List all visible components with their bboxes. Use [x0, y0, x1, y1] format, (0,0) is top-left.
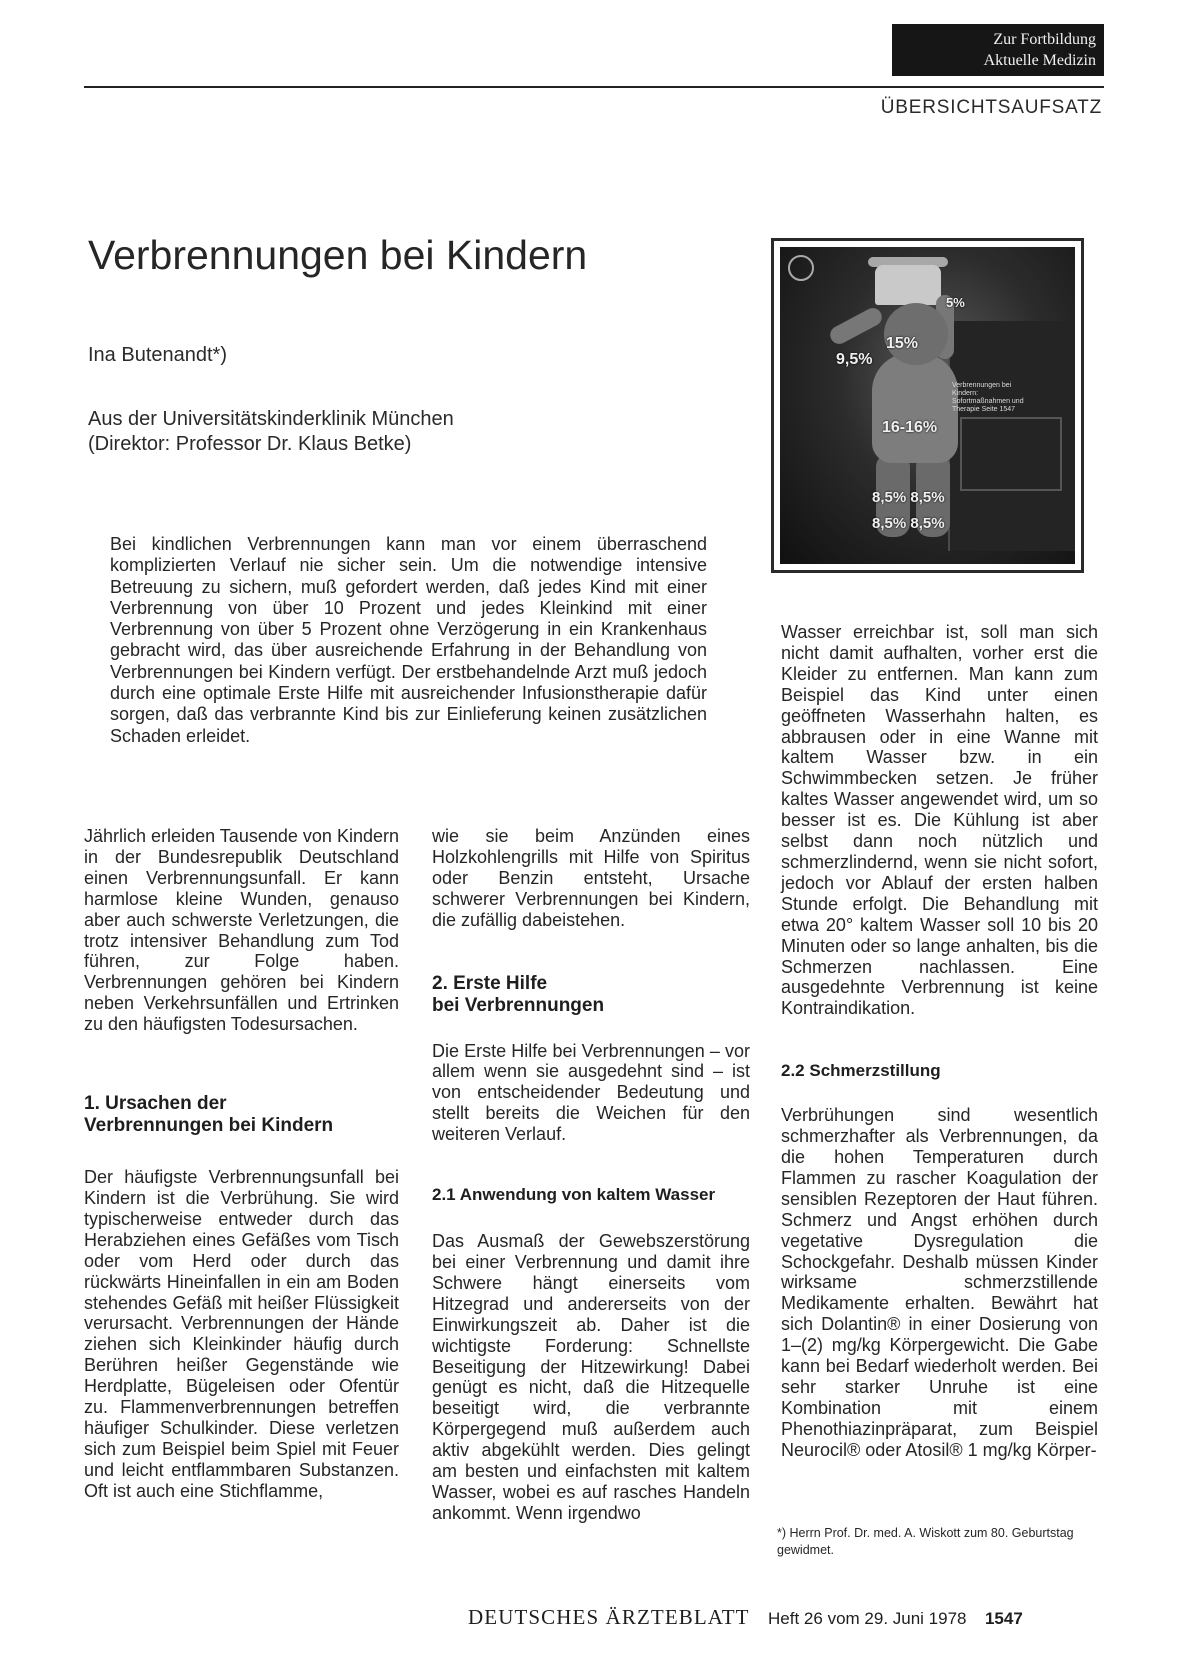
affiliation-line-2: (Direktor: Professor Dr. Klaus Betke): [88, 433, 412, 455]
cover-photo-image: [780, 247, 1075, 564]
article-abstract: Bei kindlichen Verbrennungen kann man vor einem überraschend komplizierten Verlauf nie sicher sein. Um die notwendige intensive Betreuung zu sichern, muß gefordert werden, daß jedes Kind mit einer Verbrennung von über 10 Prozent und jedes Kleinkind mit einer Verbrennung von über 5 Prozent ohne Verzögerung in ein Krankenhaus gebracht wird, das über ausreichende Erfahrung in der Behandlung von Verbrennungen bei Kindern verfügt. Der erstbehandelnde Arzt muß jedoch durch eine optimale Erste Hilfe mit ausreichender Infusionstherapie dafür sorgen, daß das verbrannte Kind bis zur Einlieferung keinen zusätzlichen Schaden erleidet.: [110, 534, 707, 746]
body-paragraph: Das Ausmaß der Gewebszerstörung bei einer Verbrennung und damit ihre Schwere hängt einerseits vom Hitzegrad und andererseits von der Einwirkungszeit ab. Daher ist die wichtigste Forderung: Schnellste Beseitigung der Hitzewirkung! Dabei genügt es nicht, daß die Hitzequelle beseitigt wird, die verbrannte Körpergegend muß außerdem auch aktiv abgekühlt werden. Dies gelingt am besten und einfachsten mit kaltem Wasser, wobei es auf rasches Handeln ankommt. Wenn irgendwo: [432, 1231, 750, 1523]
burn-percent-label: 15%: [886, 335, 919, 352]
journal-name: DEUTSCHES ÄRZTEBLATT: [468, 1605, 750, 1629]
body-paragraph: Wasser erreichbar ist, soll man sich nicht damit aufhalten, vorher erst die Kleider zu entfernen. Man kann zum Beispiel das Kind unter einen geöffneten Wasserhahn halten, es abbrausen oder in eine Wanne mit kaltem Wasser bzw. in ein Schwimmbecken setzen. Je früher kaltes Wasser angewendet wird, um so besser ist es. Die Kühlung ist aber selbst dann noch nützlich und schmerzlindernd, wenn sie nicht sofort, jedoch vor Ablauf der ersten halben Stunde erfolgt. Die Behandlung mit etwa 20° kaltem Wasser soll 10 bis 20 Minuten oder so lange anhalten, bis die Schmerzen nachlassen. Eine ausgedehnte Verbrennung ist keine Kontraindikation.: [781, 622, 1098, 1019]
child-head-illustration: [884, 303, 948, 365]
burn-percent-label: 8,5% 8,5%: [872, 489, 945, 506]
heading-line: bei Verbrennungen: [432, 994, 605, 1016]
body-paragraph: Der häufigste Verbrennungsunfall bei Kindern ist die Verbrühung. Sie wird typischerweise entweder durch das Herabziehen eines Gefäßes vom Tisch oder vom Herd oder durch das rückwärts Hineinfallen in ein am Boden stehendes Gefäß mit heißer Flüssigkeit verursacht. Verbrennungen der Hände ziehen sich Kleinkinder häufig durch Berühren heißer Gegenstände wie Herdplatte, Bügeleisen oder Ofentür zu. Flammenverbrennungen betreffen häufiger Schulkinder. Diese verletzen sich zum Beispiel beim Spiel mit Feuer und leicht entflammbaren Substanzen. Oft ist auch eine Stichflamme,: [84, 1167, 399, 1501]
page-footer: [468, 1605, 1023, 1630]
author-affiliation: [88, 407, 454, 457]
section-heading-1: [84, 1093, 399, 1137]
kicker-line-2: Aktuelle Medizin: [983, 52, 1096, 69]
heading-line: 2. Erste Hilfe: [432, 972, 548, 994]
text-column-3: [781, 622, 1098, 1461]
heading-line: 1. Ursachen der: [84, 1093, 227, 1115]
kicker-line-1: Zur Fortbildung: [993, 31, 1096, 48]
clock-icon: [788, 255, 814, 281]
cover-caption: Verbrennungen bei Kindern: Sofortmaßnahmen und Therapie Seite 1547: [952, 382, 1024, 413]
body-paragraph: wie sie beim Anzünden eines Holzkohlengrills mit Hilfe von Spiritus oder Benzin entsteht, Ursache schwerer Verbrennungen bei Kindern, die zufällig dabeistehen.: [432, 826, 750, 930]
stove-illustration: [948, 321, 1075, 551]
child-arm-illustration: [827, 305, 885, 347]
burn-percent-label: 8,5% 8,5%: [872, 515, 945, 532]
page-number: 1547: [984, 1609, 1023, 1628]
body-paragraph: Verbrühungen sind wesentlich schmerzhafter als Verbrennungen, da die hohen Temperaturen durch Flammen zu rascher Koagulation der sensiblen Rezeptoren der Haut führen. Schmerz und Angst erhöhen durch vegetative Dysregulation die Schockgefahr. Deshalb müssen Kinder wirksame schmerzstillende Medikamente erhalten. Bewährt hat sich Dolantin® in einer Dosierung von 1–(2) mg/kg Körpergewicht. Die Gabe kann bei Bedarf wiederholt werden. Bei sehr starker Unruhe ist eine Kombination mit einem Phenothiazinpräparat, zum Beispiel Neurocil® oder Atosil® 1 mg/kg Körper-: [781, 1105, 1098, 1460]
text-column-1: [84, 826, 399, 1502]
affiliation-line-1: Aus der Universitätskinderklinik München: [88, 408, 454, 430]
cover-photo: [771, 238, 1084, 573]
burn-percent-label: 16-16%: [882, 419, 938, 436]
heading-line: Verbrennungen bei Kindern: [84, 1115, 334, 1137]
article-title: Verbrennungen bei Kindern: [88, 232, 588, 278]
text-column-2: [432, 826, 750, 1524]
subsection-heading-2-1: 2.1 Anwendung von kaltem Wasser: [432, 1185, 716, 1205]
article-author: Ina Butenandt*): [88, 344, 227, 366]
top-rule: [84, 86, 1104, 88]
burn-percent-label: 5%: [946, 295, 965, 310]
burn-percent-label: 9,5%: [836, 351, 873, 368]
issue-info: Heft 26 vom 29. Juni 1978: [768, 1609, 967, 1628]
body-paragraph: Die Erste Hilfe bei Verbrennungen – vor allem wenn sie ausgedehnt sind – ist von entscheidender Bedeutung und stellt bereits die Weichen für den weiteren Verlauf.: [432, 1040, 750, 1145]
section-heading-2: [432, 973, 750, 1017]
section-kicker: [892, 24, 1104, 76]
footnote: *) Herrn Prof. Dr. med. A. Wiskott zum 80. Geburtstag gewidmet.: [777, 1526, 1074, 1557]
section-label: ÜBERSICHTSAUFSATZ: [880, 97, 1102, 118]
intro-paragraph: Jährlich erleiden Tausende von Kindern in der Bundesrepublik Deutschland einen Verbrennungsunfall. Er kann harmlose kleine Wunden, genauso aber auch schwerste Verletzungen, die trotz intensiver Behandlung zum Tod führen, zur Folge haben. Verbrennungen gehören bei Kindern neben Verkehrsunfällen und Ertrinken zu den häufigsten Todesursachen.: [84, 826, 399, 1035]
child-body-illustration: [872, 353, 958, 463]
pot-illustration: [875, 265, 941, 305]
subsection-heading-2-2: 2.2 Schmerzstillung: [781, 1061, 941, 1081]
